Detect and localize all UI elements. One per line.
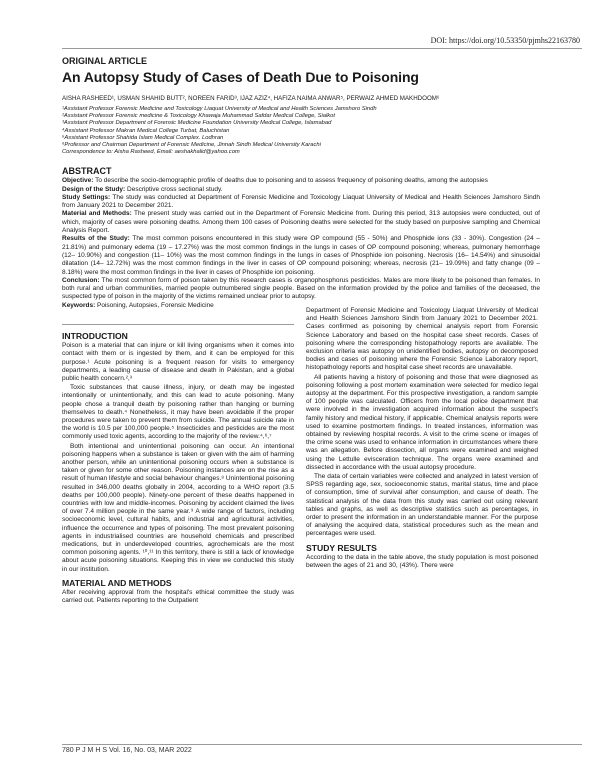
settings-text: The study was conducted at Department of Forensic Medicine and Toxicology Liaquat University of Medical and Health Sciences Jamshoro Sindh from January 2021 to December 2021. bbox=[62, 193, 540, 210]
design-label: Design of the Study: bbox=[62, 185, 126, 193]
methods-paragraph-3: All patients having a history of poisoning and those that were diagnosed as poisoning following a post mortem examination were selected for medico legal autopsy at the department. For this prospective investigation, a random sample of 100 people was calculated. Officers from the local police department that were involved in the investigation acquired information about the suspect's family history and medical history, if applicable. Chemical analysis reports were used to examine postmortem findings. In treated instances, information was obtained by reviewing hospital records. A visit to the crime scene or images of the crime scene was used to enhance information in circumstances where there was an allegation. Before dissection, all organs were examined and weighed using the Lettulle evisceration technique. The organs were examined and dissected in accordance with the usual autopsy procedure. bbox=[306, 373, 538, 471]
affiliation-5: ⁵Assistant Professor Shahida Islam Medical Complex. Lodhran bbox=[62, 134, 224, 141]
methods-label: Material and Methods: bbox=[62, 210, 132, 218]
abstract-heading: ABSTRACT bbox=[62, 166, 112, 176]
abstract-design bbox=[62, 186, 540, 194]
objective-label: Objective: bbox=[62, 177, 94, 185]
correspondence: Correspondence to: Aisha Rasheed, Email: aeshakhalid@yahoo.com bbox=[62, 149, 240, 156]
intro-paragraph-1: Poison is a material that can injure or kill living organisms when it comes into contact with them or is ingested by them, and it can be employed for this purpose.¹ Acute poisoning is a frequent reason for visits to emergency departments, a leading cause of disease and death in Pakistan, and a global public health concern.²,³ bbox=[62, 342, 294, 383]
article-type: ORIGINAL ARTICLE bbox=[62, 56, 147, 66]
objective-text: To describe the socio-demographic profile of deaths due to poisoning and to assess frequency of poisoning deaths, among the autopsies bbox=[93, 177, 488, 185]
abstract-methods bbox=[62, 210, 540, 235]
results-text: The most common poisons encountered in this study were OP compound (55 - 50%) and Phosphide ions (33 - 30%). Congestion (24 – 21.81%) and pulmonary edema (19 – 17.27%) was the most common findings in the lungs in cases of OP compound poisoning; whereas, pulmonary hemorrhage (12– 10.90%) and congestion (11– 10%) was the most common findings in the lungs in cases of Phosphide ion poisoning. Necrosis (16– 14.54%) and sinusoidal dilatation (14– 12.72%) was the most common findings in the liver in cases of OP compound poisoning; whereas, necrosis (21– 19.09%) and fatty change (09 – 8.18%) were the most common findings in the liver in cases of Phosphide ion poisoning. bbox=[62, 235, 540, 276]
affiliation-3: ³Assistant Professor Department of Forensic Medicine Foundation University Medical College, Islamabad bbox=[62, 120, 332, 127]
affiliation-1: ¹Assistant Professor Forensic Medicine and Toxicology Liaquat University of Medical and Health Sciences Jamshoro Sindh bbox=[62, 106, 377, 112]
methods-heading: MATERIAL AND METHODS bbox=[62, 577, 172, 588]
author-list: AISHA RASHEED¹, USMAN SHAHID BUTT², NOREEN FARID³, IJAZ AZIZ⁴, HAFIZA NAIMA ANWAR⁵, PERWAIZ AHMED MAKHDOOM⁶ bbox=[62, 95, 440, 102]
affiliation-2: ²Assistant Professor Forensic medicine & Toxicology Khawaja Muhammad Safdar Medical College, Sialkot bbox=[62, 113, 336, 120]
abstract-objective bbox=[62, 177, 540, 185]
intro-paragraph-3: Both intentional and unintentional poisoning can occur. An intentional poisoning happens when a substance is taken or given with the aim of harming another person, while an unintentional poisoning occurs when a substance is taken or given for some other reason. Poisoning instances are on the rise as a result of human lifestyle and social behaviour changes.⁸ Unintentional poisoning resulted in 346,000 deaths globally in 2004, according to a WHO report (3.5 deaths per 100,000 people). Ninety-one percent of these deaths happened in countries with low and middle-incomes. Poisoning by accident claimed the lives of over 7.4 million people in the same year.⁹ A wide range of factors, including socioeconomic level, cultural habits, and industrial and agricultural activities, influence the occurrence and types of poisoning. The most prevalent poisoning agents in industrialised countries are household chemicals and prescribed medications, but in underdeveloped countries, agrochemicals are the most common poisoning agents. ¹⁰,¹¹ In this territory, there is still a lack of knowledge about acute poisoning situations. Keeping this in view we conducted this study in our institution. bbox=[62, 442, 294, 573]
affiliation-4: ⁴Assistant Professor Makran Medical College Turbat, Baluchistan bbox=[62, 127, 230, 134]
keywords-label: Keywords: bbox=[62, 301, 96, 309]
conclusion-label: Conclusion: bbox=[62, 276, 100, 284]
abstract-results bbox=[62, 235, 540, 276]
affiliations bbox=[62, 106, 582, 156]
header-rule bbox=[62, 48, 582, 49]
results-paragraph-1: According to the data in the table above, the study population is most poisoned between the ages of 21 and 30, (43%). There were bbox=[306, 553, 538, 570]
affiliation-6: ⁶Professor and Chairman Department of Forensic Medicine, Jinnah Sindh Medical University Karachi bbox=[62, 142, 321, 149]
intro-paragraph-2: Toxic substances that cause illness, injury, or death may be ingested intentionally or unintentionally, and this can lead to acute poisoning. Many people chose a tranquil death by poisoning rather than hanging or burning themselves to death.⁴ Nonetheless, it may have been avoidable if the proper procedures were taken to prevent them from suicide. The annual suicide rate in the world is 10.5 per 100,000 people.⁵ Insecticides and pesticides are the most commonly used toxic agents, according to the majority of the review.⁴,⁶,⁷ bbox=[62, 384, 294, 441]
page-footer: 780 P J M H S Vol. 16, No. 03, MAR 2022 bbox=[62, 747, 192, 754]
results-heading: STUDY RESULTS bbox=[306, 542, 377, 553]
settings-label: Study Settings: bbox=[62, 193, 111, 201]
footer-rule bbox=[62, 744, 582, 745]
right-column bbox=[306, 307, 538, 743]
article-title: An Autopsy Study of Cases of Death Due to Poisoning bbox=[62, 69, 419, 85]
abstract-bottom-rule bbox=[62, 324, 294, 325]
methods-paragraph-1: After receiving approval from the hospital's ethical committee the study was carried out. Patients reporting to the Outpatient bbox=[62, 589, 294, 605]
conclusion-text: The most common form of poison taken by this research cases is organophosphorus pesticides. Males are more likely to be poisoned than females. In both rural and urban communities, married people outnumbered single people. Based on the information provided by the police and families of the deceased, the suspected type of poison in the majority of the victims remained unclear prior to autopsy. bbox=[62, 276, 540, 301]
doi-link[interactable]: DOI: https://doi.org/10.53350/pjmhs22163780 bbox=[430, 36, 580, 45]
introduction-heading: INTRODUCTION bbox=[62, 331, 128, 341]
keywords-text: Poisoning, Autopsies, Forensic Medicine bbox=[95, 301, 214, 309]
methods-text: The present study was carried out in the Department of Forensic Medicine from. During this period, 313 autopsies were conducted, out of which, majority of cases were poisoning deaths. Among them 100 cases of Poisoning deaths were selected for the study based on purposive sampling and Chemical Analysis Report. bbox=[62, 210, 540, 235]
methods-paragraph-2: Department of Forensic Medicine and Toxicology Liaquat University of Medical and Health Sciences Jamshoro Sindh from January 2021 to December 2021. Cases confirmed as poisoning by chemical analysis report from Forensic Science Laboratory and based on the hospital case sheet records. Cases of poisoning where the corresponding histopathology reports are available. The exclusion criteria was autopsy on unidentified bodies, autopsy on decomposed bodies and cases of poisoning where the Forensic Science Laboratory report, histopathology reports and hospital case sheet records are unavailable. bbox=[306, 307, 538, 372]
methods-paragraph-4: The data of certain variables were collected and analyzed in latest version of SPSS regarding age, sex, socioeconomic status, marital status, time and place of consumption, time of survival after consumption, and cause of death. The statistical analysis of the data from this study was carried out using relevant tables and graphs, as well as descriptive statistics such as percentages, in order to present the information in an understandable manner. For the purpose of analysing the acquired data, statistical procedures such as the mean and percentages were used. bbox=[306, 473, 538, 538]
left-column bbox=[62, 330, 294, 742]
design-text: Descriptive cross sectional study. bbox=[125, 185, 223, 193]
abstract-section bbox=[62, 167, 540, 310]
abstract-settings bbox=[62, 194, 540, 211]
abstract-conclusion bbox=[62, 277, 540, 302]
results-label: Results of the Study: bbox=[62, 235, 130, 243]
